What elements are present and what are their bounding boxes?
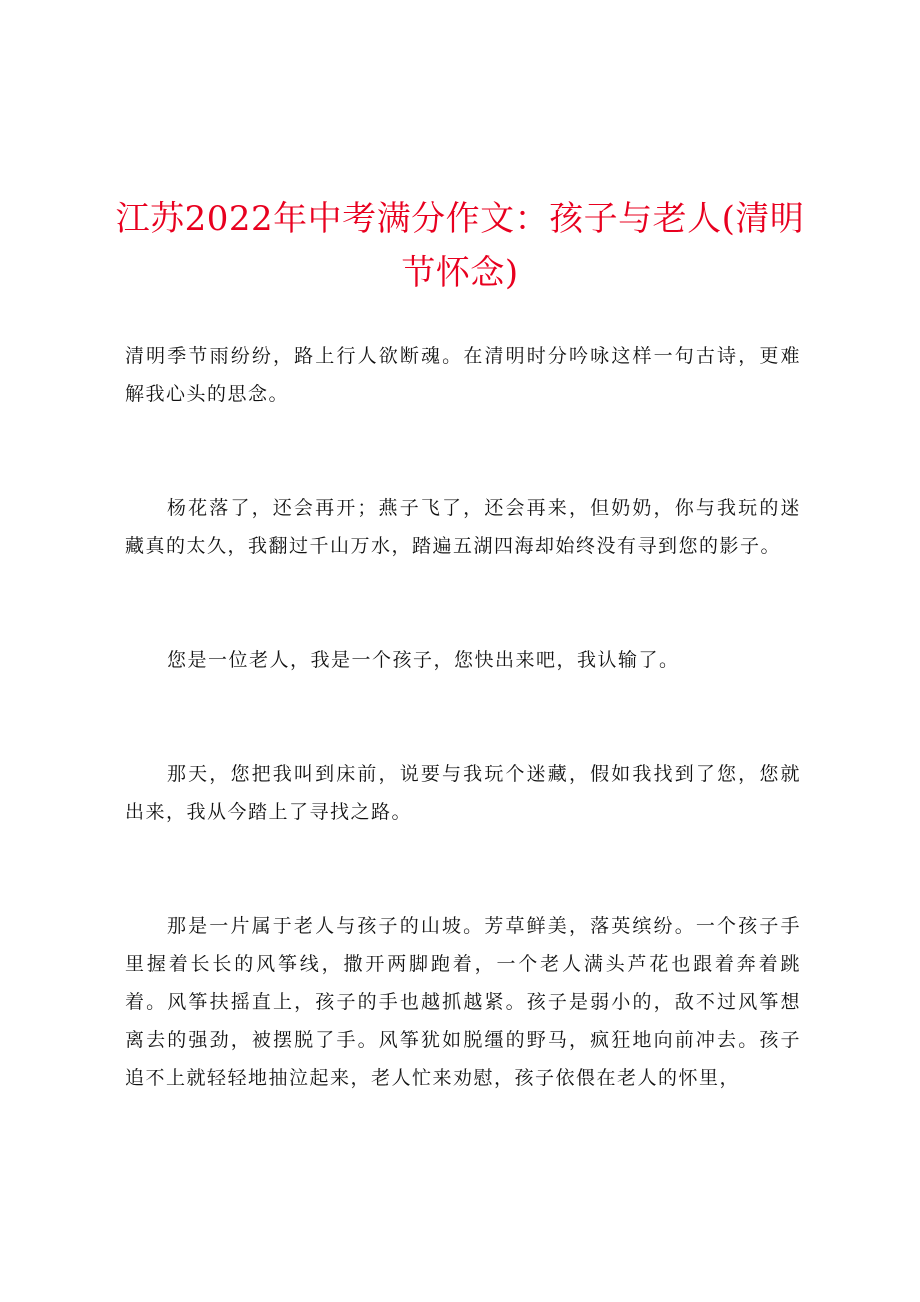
paragraph-3: 您是一位老人，我是一个孩子，您快出来吧，我认输了。 — [167, 649, 680, 671]
paragraph-2: 杨花落了，还会再开；燕子飞了，还会再来，但奶奶，你与我玩的迷藏真的太久，我翻过千山万水，踏遍五湖四海却始终没有寻到您的影子。 — [125, 497, 801, 557]
paragraph-5: 那是一片属于老人与孩子的山坡。芳草鲜美，落英缤纷。一个孩子手里握着长长的风筝线，撒开两脚跑着，一个老人满头芦花也跟着奔着跳着。风筝扶摇直上，孩子的手也越抓越紧。孩子是弱小的，敌不过风筝想离去的强劲，被摆脱了手。风筝犹如脱缰的野马，疯狂地向前冲去。孩子追不上就轻轻地抽泣起来，老人忙来劝慰，孩子依偎在老人的怀里， — [125, 915, 801, 1089]
document-body — [125, 337, 801, 1097]
paragraph-1: 清明季节雨纷纷，路上行人欲断魂。在清明时分吟咏这样一句古诗，更难解我心头的思念。 — [125, 345, 801, 405]
document-title: 江苏2022年中考满分作文：孩子与老人(清明节怀念) — [115, 199, 805, 293]
paragraph-4: 那天，您把我叫到床前，说要与我玩个迷藏，假如我找到了您，您就出来，我从今踏上了寻找之路。 — [125, 763, 801, 823]
